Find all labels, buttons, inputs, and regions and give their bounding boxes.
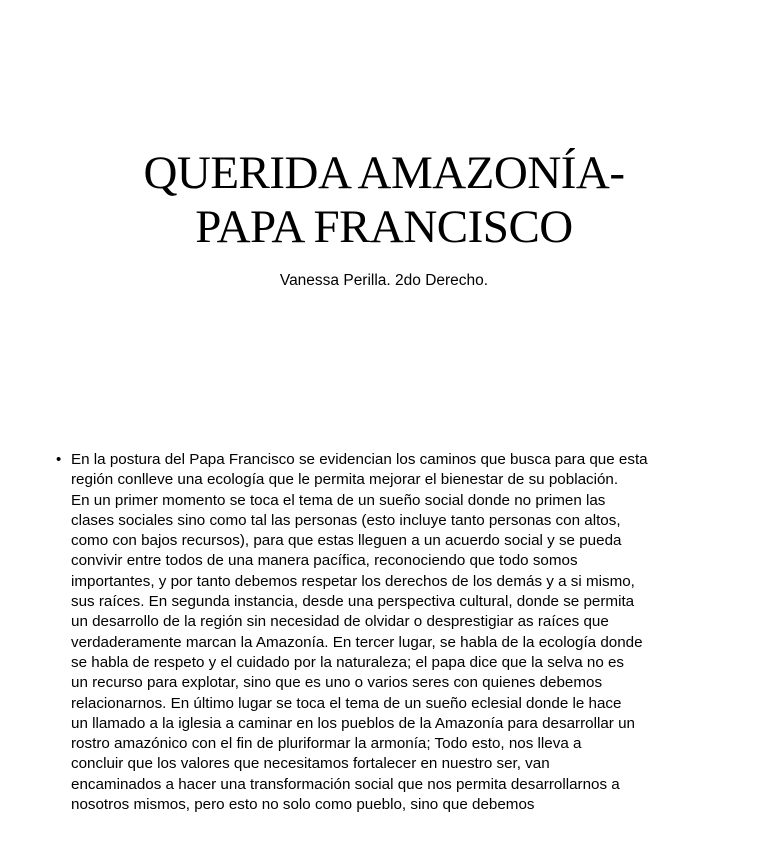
body-line: un recurso para explotar, sino que es uno o varios seres con quienes debemos: [71, 674, 603, 692]
body-line: relacionarnos. En último lugar se toca el tema de un sueño eclesial donde le hace: [71, 694, 622, 712]
body-line: clases sociales sino como tal las personas (esto incluye tanto personas con altos,: [71, 511, 621, 529]
body-line: se habla de respeto y el cuidado por la naturaleza; el papa dice que la selva no es: [71, 653, 625, 671]
body-line: rostro amazónico con el fin de pluriformar la armonía; Todo esto, nos lleva a: [71, 735, 582, 753]
slide-subtitle: Vanessa Perilla. 2do Derecho.: [279, 272, 489, 289]
body-line: un llamado a la iglesia a caminar en los pueblos de la Amazonía para desarrollar un: [71, 714, 635, 732]
body-line: convivir entre todos de una manera pacífica, reconociendo que todo somos: [71, 552, 578, 570]
body-line: En la postura del Papa Francisco se evidencian los caminos que busca para que esta: [71, 451, 648, 468]
body-line: sus raíces. En segunda instancia, desde una perspectiva cultural, donde se permita: [71, 593, 635, 611]
body-text-block: [56, 450, 716, 815]
bullet-marker: •: [56, 451, 62, 468]
bullet-paragraph: [71, 450, 716, 815]
body-line: un desarrollo de la región sin necesidad de olvidar o desprestigiar as raíces que: [71, 613, 609, 631]
body-line: nosotros mismos, pero esto no solo como pueblo, sino que debemos: [71, 796, 535, 814]
title-line-1: QUERIDA AMAZONÍA-: [143, 147, 625, 199]
title-line-2: PAPA FRANCISCO: [195, 201, 573, 253]
body-line: importantes, y por tanto debemos respetar los derechos de los demás y a si mismo,: [71, 572, 635, 590]
body-line: En un primer momento se toca el tema de un sueño social donde no primen las: [71, 491, 606, 509]
body-line: región conlleve una ecología que le permita mejorar el bienestar de su población.: [71, 471, 619, 489]
body-line: encaminados a hacer una transformación social que nos permita desarrollarnos a: [71, 775, 620, 793]
bullet-item: [56, 450, 716, 815]
body-line: concluir que los valores que necesitamos fortalecer en nuestro ser, van: [71, 755, 550, 773]
slide-title: [40, 146, 728, 254]
body-line: como con bajos recursos), para que estas lleguen a un acuerdo social y se pueda: [71, 532, 622, 550]
body-line: verdaderamente marcan la Amazonía. En tercer lugar, se habla de la ecología donde: [71, 633, 643, 651]
